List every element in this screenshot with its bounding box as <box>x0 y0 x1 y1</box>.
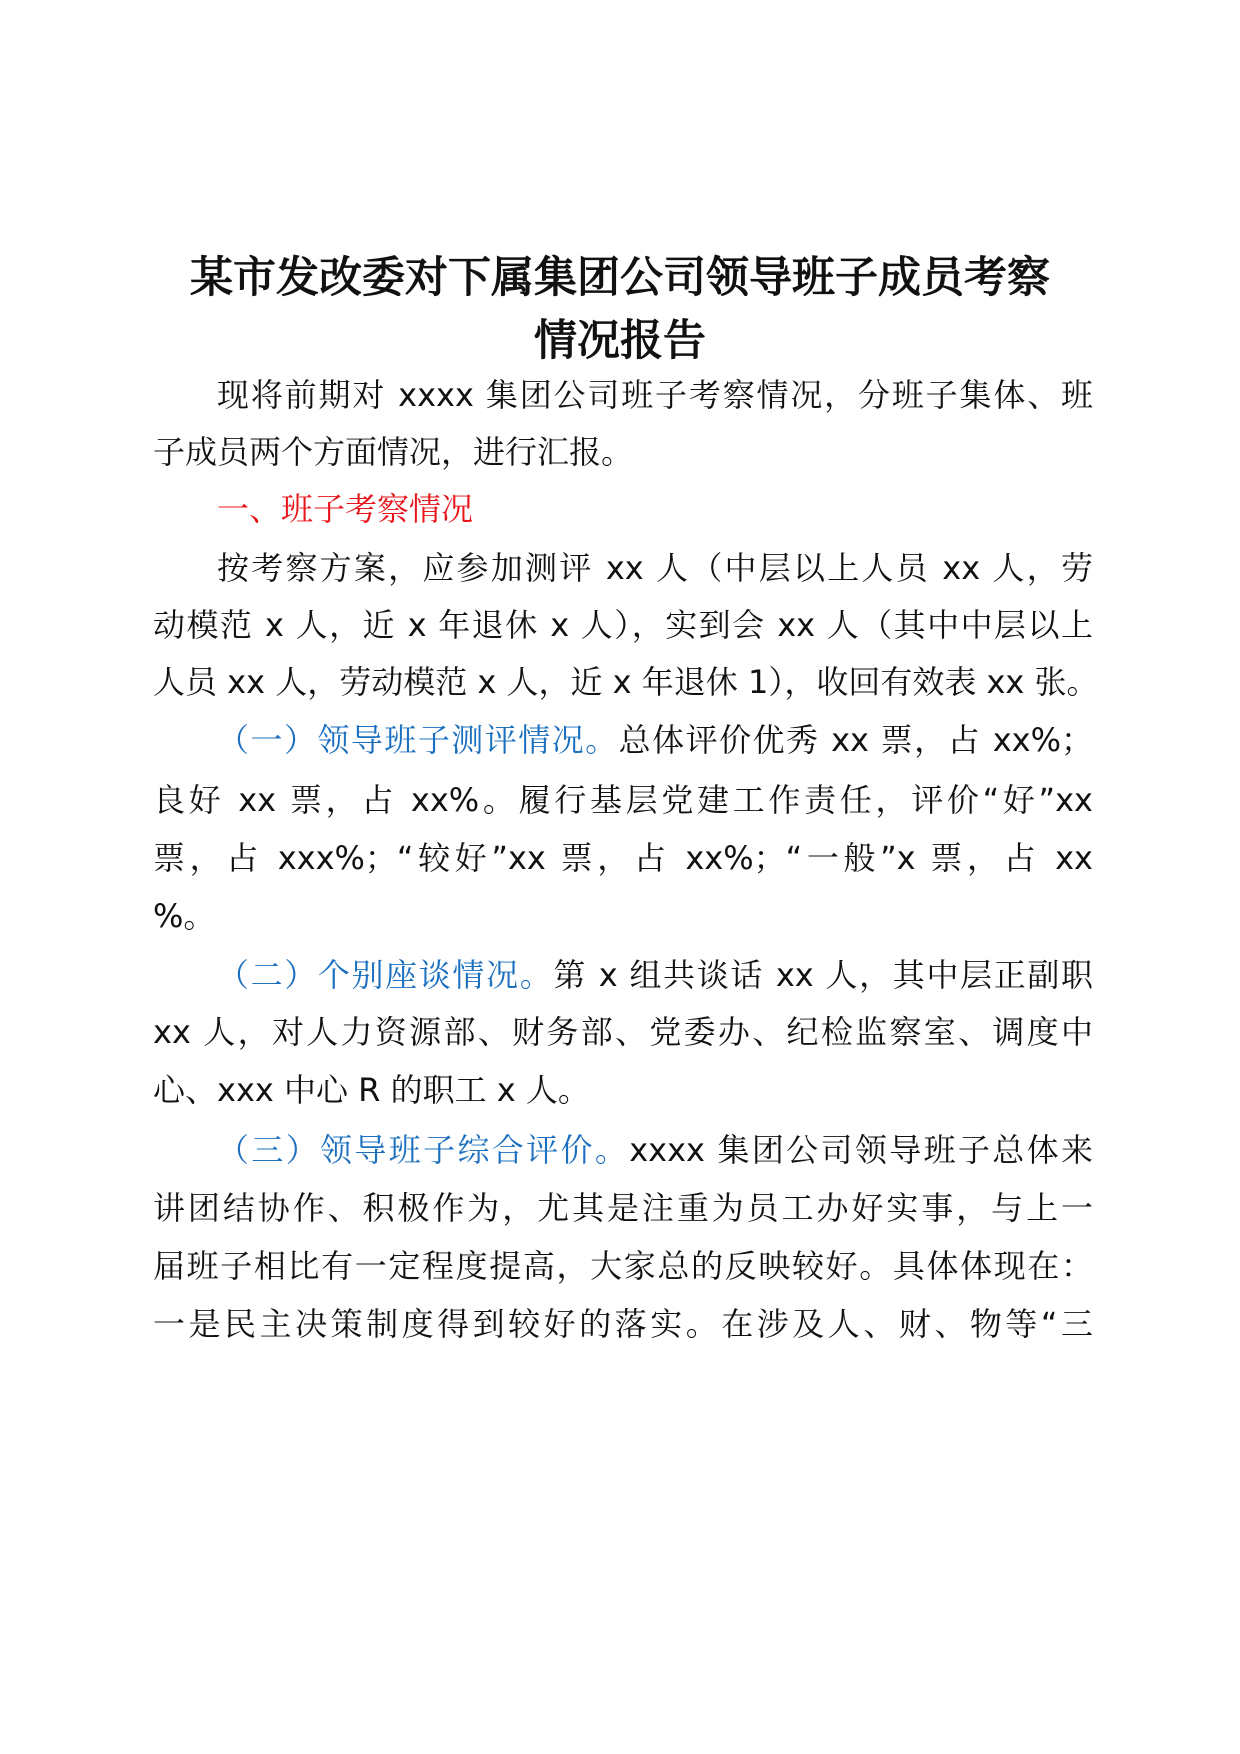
sub1-line-1 <box>217 720 1093 760</box>
sub1-line-3: 票，占 xxx%；“较好”xx 票，占 xx%；“一般”x 票，占 xx <box>153 839 1093 877</box>
document-title-line-2: 情况报告 <box>534 316 706 366</box>
plan-line-2: 动模范 x 人，近 x 年退休 x 人），实到会 xx 人（其中中层以上 <box>153 606 1093 644</box>
intro-line-1: 现将前期对 xxxx 集团公司班子考察情况，分班子集体、班 <box>217 376 1093 414</box>
sub3-line-1-text: xxxx 集团公司领导班子总体来 <box>629 1131 1093 1169</box>
sub2-heading: （二）个别座谈情况。 <box>217 956 554 994</box>
sub2-line-3: 心、xxx 中心 R 的职工 x 人。 <box>153 1071 590 1109</box>
section-heading-1: 一、班子考察情况 <box>217 490 474 528</box>
sub3-line-2: 讲团结协作、积极作为，尤其是注重为员工办好实事，与上一 <box>153 1189 1093 1227</box>
sub2-line-1-text: 第 x 组共谈话 xx 人，其中层正副职 <box>553 956 1093 994</box>
document-title-line-1: 某市发改委对下属集团公司领导班子成员考察 <box>190 253 1050 303</box>
sub3-heading: （三）领导班子综合评价。 <box>217 1131 630 1169</box>
sub1-heading: （一）领导班子测评情况。 <box>217 721 619 759</box>
sub3-line-1 <box>217 1130 1093 1170</box>
sub2-line-1 <box>217 955 1093 995</box>
intro-line-2: 子成员两个方面情况，进行汇报。 <box>153 433 634 471</box>
sub3-line-3: 届班子相比有一定程度提高，大家总的反映较好。具体体现在： <box>153 1247 1093 1285</box>
sub3-line-4: 一是民主决策制度得到较好的落实。在涉及人、财、物等“三 <box>153 1305 1093 1343</box>
sub1-line-1-text: 总体评价优秀 xx 票，占 xx%； <box>618 721 1093 759</box>
sub1-line-2: 良好 xx 票，占 xx%。履行基层党建工作责任，评价“好”xx <box>153 781 1093 819</box>
plan-line-3: 人员 xx 人，劳动模范 x 人，近 x 年退休 1），收回有效表 xx 张。 <box>153 663 1099 701</box>
sub1-line-4: %。 <box>153 897 216 935</box>
sub2-line-2: xx 人，对人力资源部、财务部、党委办、纪检监察室、调度中 <box>153 1013 1093 1051</box>
plan-line-1: 按考察方案，应参加测评 xx 人（中层以上人员 xx 人，劳 <box>217 549 1093 587</box>
